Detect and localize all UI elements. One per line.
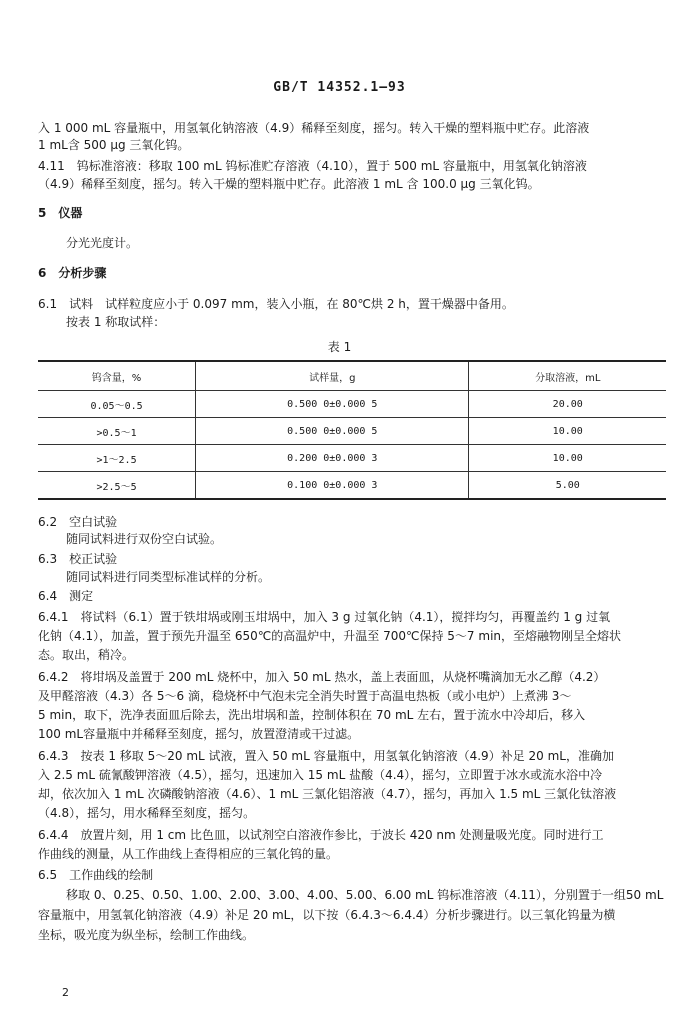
table-caption: 表 1 — [327, 340, 352, 354]
table-cell: 20.00 — [469, 391, 666, 418]
standard-header: GB/T 14352.1—93 — [273, 80, 406, 95]
table-cell: 10.00 — [469, 418, 666, 445]
table-row — [38, 391, 666, 418]
text-line: 按表 1 称取试样： — [66, 315, 166, 329]
table-row — [38, 418, 666, 445]
table-header: 试样量，g — [196, 361, 469, 391]
section-6-2: 6.2 空白试验 — [38, 515, 118, 529]
section-6-1: 6.1 试料 试样粒度应小于 0.097 mm，装入小瓶，在 80℃烘 2 h，置干燥器中备用。 — [38, 297, 514, 311]
text-line: 容量瓶中，用氢氧化钠溶液（4.9）补足 20 mL，以下按（6.4.3～6.4.4）分析步骤进行。以三氧化钨量为横 — [38, 908, 616, 922]
section-6-4-2: 6.4.2 将坩埚及盖置于 200 mL 烧杯中，加入 50 mL 热水，盖上表面皿，从烧杯嘴滴加无水乙醇（4.2） — [38, 670, 606, 684]
table-row — [38, 472, 666, 500]
text-line: （4.9）稀释至刻度，摇匀。转入干燥的塑料瓶中贮存。此溶液 1 mL 含 100.0 μg 三氧化钨。 — [38, 177, 540, 191]
section-6-4: 6.4 测定 — [38, 589, 94, 603]
table-header-row — [38, 361, 666, 391]
section-5-heading: 5 仪器 — [38, 206, 83, 220]
text-line: 随同试料进行同类型标准试样的分析。 — [66, 570, 271, 584]
text-line: 分光光度计。 — [66, 236, 139, 250]
text-line: 1 mL含 500 μg 三氧化钨。 — [38, 138, 190, 152]
text-line: 态。取出，稍冷。 — [38, 648, 135, 662]
text-line: 入 2.5 mL 硫氰酸钾溶液（4.5），摇匀，迅速加入 15 mL 盐酸（4.4），摇匀，立即置于冰水或流水浴中冷 — [38, 768, 603, 782]
table-cell: >2.5～5 — [38, 472, 196, 500]
text-line: 却，依次加入 1 mL 次磷酸钠溶液（4.6）、1 mL 三氯化铝溶液（4.7），摇匀，再加入 1.5 mL 三氯化钛溶液 — [38, 787, 617, 801]
table-header: 分取溶液，mL — [469, 361, 666, 391]
text-line: 100 mL容量瓶中并稀释至刻度，摇匀，放置澄清或干过滤。 — [38, 727, 360, 741]
sample-table — [38, 360, 666, 500]
text-line: 入 1 000 mL 容量瓶中，用氢氧化钠溶液（4.9）稀释至刻度，摇匀。转入干燥的塑料瓶中贮存。此溶液 — [38, 121, 590, 135]
section-6-3: 6.3 校正试验 — [38, 552, 118, 566]
section-6-4-1: 6.4.1 将试料（6.1）置于铁坩埚或刚玉坩埚中，加入 3 g 过氧化钠（4.1），搅拌均匀，再覆盖约 1 g 过氧 — [38, 610, 611, 624]
text-line: 作曲线的测量，从工作曲线上查得相应的三氧化钨的量。 — [38, 847, 339, 861]
section-6-5: 6.5 工作曲线的绘制 — [38, 868, 154, 882]
table-row — [38, 445, 666, 472]
text-line: 移取 0、0.25、0.50、1.00、2.00、3.00、4.00、5.00、6.00 mL 钨标准溶液（4.11），分别置于一组50 mL — [66, 888, 664, 902]
table-cell: 0.500 0±0.000 5 — [196, 391, 469, 418]
table-cell: >0.5～1 — [38, 418, 196, 445]
table-cell: 10.00 — [469, 445, 666, 472]
text-line: 随同试料进行双份空白试验。 — [66, 532, 223, 546]
table-cell: 0.500 0±0.000 5 — [196, 418, 469, 445]
text-line: 化钠（4.1），加盖，置于预先升温至 650℃的高温炉中，升温至 700℃保持 5～7 min，至熔融物刚呈全熔状 — [38, 629, 622, 643]
text-line: 坐标，吸光度为纵坐标，绘制工作曲线。 — [38, 928, 255, 942]
table-cell: 0.100 0±0.000 3 — [196, 472, 469, 500]
table-header: 钨含量，% — [38, 361, 196, 391]
text-line: （4.8），摇匀，用水稀释至刻度，摇匀。 — [38, 806, 256, 820]
table-cell: 5.00 — [469, 472, 666, 500]
section-4-11: 4.11 钨标准溶液：移取 100 mL 钨标准贮存溶液（4.10），置于 500 mL 容量瓶中，用氢氧化钠溶液 — [38, 159, 587, 173]
section-6-4-4: 6.4.4 放置片刻，用 1 cm 比色皿，以试剂空白溶液作参比，于波长 420 nm 处测量吸光度。同时进行工 — [38, 828, 604, 842]
section-6-heading: 6 分析步骤 — [38, 266, 107, 280]
table-cell: 0.05～0.5 — [38, 391, 196, 418]
table-cell: >1～2.5 — [38, 445, 196, 472]
section-6-4-3: 6.4.3 按表 1 移取 5～20 mL 试液，置入 50 mL 容量瓶中，用氢氧化钠溶液（4.9）补足 20 mL，准确加 — [38, 749, 614, 763]
page-number: 2 — [62, 986, 69, 999]
text-line: 5 min，取下，洗净表面皿后除去，洗出坩埚和盖，控制体积在 70 mL 左右，置于流水中冷却后，移入 — [38, 708, 586, 722]
table-cell: 0.200 0±0.000 3 — [196, 445, 469, 472]
text-line: 及甲醛溶液（4.3）各 5～6 滴，稳烧杯中气泡未完全消失时置于高温电热板（或小电炉）上煮沸 3～ — [38, 689, 572, 703]
